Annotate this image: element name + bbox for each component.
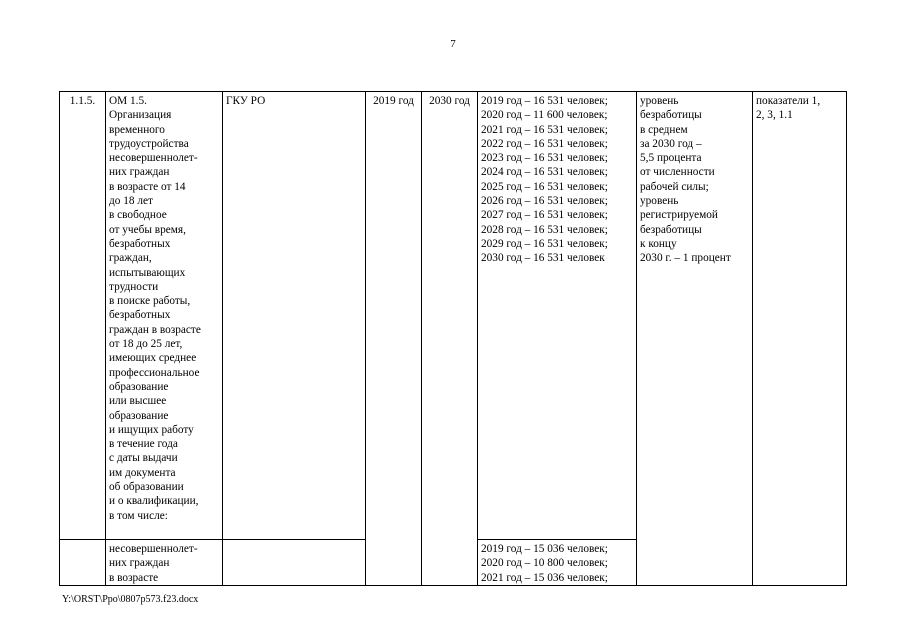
text-line: 2021 год – 15 036 человек; — [481, 571, 608, 584]
text-line: от численности — [640, 166, 715, 179]
text-line: 2027 год – 16 531 человек; — [481, 209, 608, 222]
cell-executor-sub — [223, 540, 366, 586]
text-line: рабочей силы; — [640, 180, 709, 193]
text-line: и ищущих работу — [109, 423, 194, 436]
text-line: в свободное — [109, 209, 167, 222]
text-line: или высшее — [109, 395, 167, 408]
text-line: в возрасте от 14 — [109, 180, 186, 193]
text-line: 2020 год – 11 600 человек; — [481, 109, 608, 122]
text-line: 2021 год – 16 531 человек; — [481, 123, 608, 136]
text-line: трудоустройства — [109, 137, 189, 150]
text-line: 2020 год – 10 800 человек; — [481, 557, 608, 570]
text-line: 2028 год – 16 531 человек; — [481, 223, 608, 236]
text-line: за 2030 год – — [640, 137, 702, 150]
text-line: безработных — [109, 237, 171, 250]
text-line: уровень — [640, 95, 679, 107]
text-line: 2023 год – 16 531 человек; — [481, 152, 608, 165]
cell-executor: ГКУ РО — [223, 92, 366, 540]
text-line: 2019 год – 15 036 человек; — [481, 543, 608, 555]
text-line: 2019 год – 16 531 человек; — [481, 95, 608, 107]
text-line: несовершеннолет- — [109, 543, 198, 555]
text-line: 2029 год – 16 531 человек; — [481, 237, 608, 250]
text-line: 5,5 процента — [640, 152, 702, 165]
text-line: до 18 лет — [109, 195, 153, 208]
text-line: в течение года — [109, 438, 178, 451]
cell-number-sub — [60, 540, 106, 586]
cell-measure-name — [106, 92, 223, 540]
measures-table — [59, 91, 847, 586]
text-line: временного — [109, 123, 165, 136]
text-line: граждан в возрасте — [109, 323, 201, 336]
text-line: ОМ 1.5. — [109, 95, 147, 107]
text-line: в том числе: — [109, 509, 168, 522]
text-line: 2022 год – 16 531 человек; — [481, 137, 608, 150]
text-line: и о квалификации, — [109, 495, 199, 508]
text-line: трудности — [109, 280, 159, 293]
text-line: безработицы — [640, 109, 702, 122]
text-line: 2024 год – 16 531 человек; — [481, 166, 608, 179]
text-line: несовершеннолет- — [109, 152, 198, 165]
cell-indicators — [753, 92, 847, 586]
text-line: безработных — [109, 309, 171, 322]
page-number: 7 — [450, 38, 456, 50]
text-line: 2025 год – 16 531 человек; — [481, 180, 608, 193]
cell-number: 1.1.5. — [60, 92, 106, 540]
cell-result — [637, 92, 753, 586]
text-line: уровень — [640, 195, 679, 208]
file-path-footer: Y:\ORST\Ppo\0807p573.f23.docx — [62, 594, 199, 605]
cell-volume — [478, 92, 637, 540]
text-line: образование — [109, 380, 169, 393]
text-line: от учебы время, — [109, 223, 186, 236]
text-line: профессиональное — [109, 366, 200, 379]
text-line: граждан, — [109, 252, 152, 265]
text-line: об образовании — [109, 481, 184, 494]
text-line: них граждан — [109, 557, 170, 570]
text-line: в среднем — [640, 123, 688, 136]
text-line: 2030 год – 16 531 человек — [481, 252, 605, 265]
text-line: от 18 до 25 лет, — [109, 338, 183, 351]
text-line: Организация — [109, 109, 172, 122]
cell-end-year: 2030 год — [422, 92, 478, 586]
text-line: имеющих среднее — [109, 352, 197, 365]
text-line: образование — [109, 409, 169, 422]
text-line: в возрасте — [109, 571, 159, 584]
cell-measure-name-sub — [106, 540, 223, 586]
text-line: испытывающих — [109, 266, 186, 279]
text-line: безработицы — [640, 223, 702, 236]
text-line: к концу — [640, 237, 677, 250]
text-line: с даты выдачи — [109, 452, 178, 465]
text-line: 2, 3, 1.1 — [756, 109, 793, 122]
cell-volume-sub — [478, 540, 637, 586]
text-line: регистрируемой — [640, 209, 718, 222]
text-line: 2030 г. – 1 процент — [640, 252, 731, 265]
text-line: 2026 год – 16 531 человек; — [481, 195, 608, 208]
text-line: в поиске работы, — [109, 295, 191, 308]
cell-start-year: 2019 год — [366, 92, 422, 586]
text-line: им документа — [109, 466, 176, 479]
table-row-main — [60, 92, 847, 540]
text-line: них граждан — [109, 166, 170, 179]
text-line: показатели 1, — [756, 95, 821, 107]
